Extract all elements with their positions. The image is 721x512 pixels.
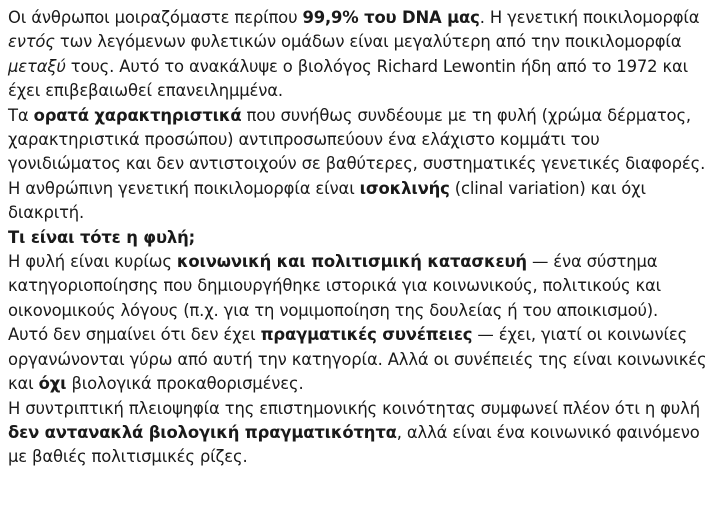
italic-text: μεταξύ xyxy=(8,56,66,76)
paragraph-scientific-consensus xyxy=(8,397,714,470)
text: που συνήθως συνδέουμε με τη φυλή (χρώμα δέρματος, χαρακτηριστικά προσώπου) αντιπροσωπεύουν ένα ελάχιστο κομμάτι του γονιδιώματος και δεν αντιστοιχούν σε βαθύτερες, συστηματικές γενετικές διαφορές. xyxy=(8,105,706,174)
text: Τα xyxy=(8,105,34,125)
paragraph-dna-similarity xyxy=(8,6,714,104)
text: (clinal variation) και όχι διακριτή. xyxy=(8,178,646,223)
bold-text: πραγματικές συνέπειες xyxy=(260,325,473,345)
text: — ένα σύστημα κατηγοριοποίησης που δημιουργήθηκε ιστορικά για κοινωνικούς, πολιτικούς και οικονομικούς λόγους (π.χ. για τη νομιμοποίηση της δουλείας ή του αποικισμού). xyxy=(8,252,662,320)
text: . Η γενετική ποικιλομορφία xyxy=(479,8,700,27)
text: — έχει, γιατί οι κοινωνίες οργανώνονται γύρω από αυτή την κατηγορία. Αλλά οι συνέπειές της είναι κοινωνικές και xyxy=(8,325,707,394)
bold-text: κοινωνική και πολιτισμική κατασκευή xyxy=(176,252,527,272)
heading-text: Τι είναι τότε η φυλή; xyxy=(8,227,196,247)
text: τους. Αυτό το ανακάλυψε ο βιολόγος Richard Lewontin ήδη από το 1972 και έχει επιβεβαιωθεί επανειλημμένα. xyxy=(8,56,689,101)
bold-text: όχι xyxy=(38,374,67,394)
text: Οι άνθρωποι μοιραζόμαστε περίπου xyxy=(8,8,303,27)
bold-text: ορατά χαρακτηριστικά xyxy=(33,105,242,125)
text: Η συντριπτική πλειοψηφία της επιστημονικής κοινότητας συμφωνεί πλέον ότι η φυλή xyxy=(8,398,700,418)
paragraph-real-consequences xyxy=(8,323,714,396)
text: των λεγόμενων φυλετικών ομάδων είναι μεγαλύτερη από την ποικιλομορφία xyxy=(54,32,682,52)
chat-response-text xyxy=(8,6,714,470)
paragraph-clinal-variation xyxy=(8,177,714,226)
text: Αυτό δεν σημαίνει ότι δεν έχει xyxy=(8,325,261,345)
bold-text: δεν αντανακλά βιολογική πραγματικότητα xyxy=(8,422,397,442)
text: Η ανθρώπινη γενετική ποικιλομορφία είναι xyxy=(8,178,360,198)
bold-text: ισοκλινής xyxy=(359,178,450,198)
italic-text: εντός xyxy=(8,32,55,52)
text: , αλλά είναι ένα κοινωνικό φαινόμενο με βαθιές πολιτισμικές ρίζες. xyxy=(8,422,700,467)
text: Η φυλή είναι κυρίως xyxy=(8,252,177,272)
bold-text: 99,9% του DNA μας xyxy=(302,8,480,27)
paragraph-visible-traits xyxy=(8,104,714,177)
section-heading xyxy=(8,226,714,250)
paragraph-social-construct xyxy=(8,250,714,323)
text: βιολογικά προκαθορισμένες. xyxy=(66,374,304,394)
